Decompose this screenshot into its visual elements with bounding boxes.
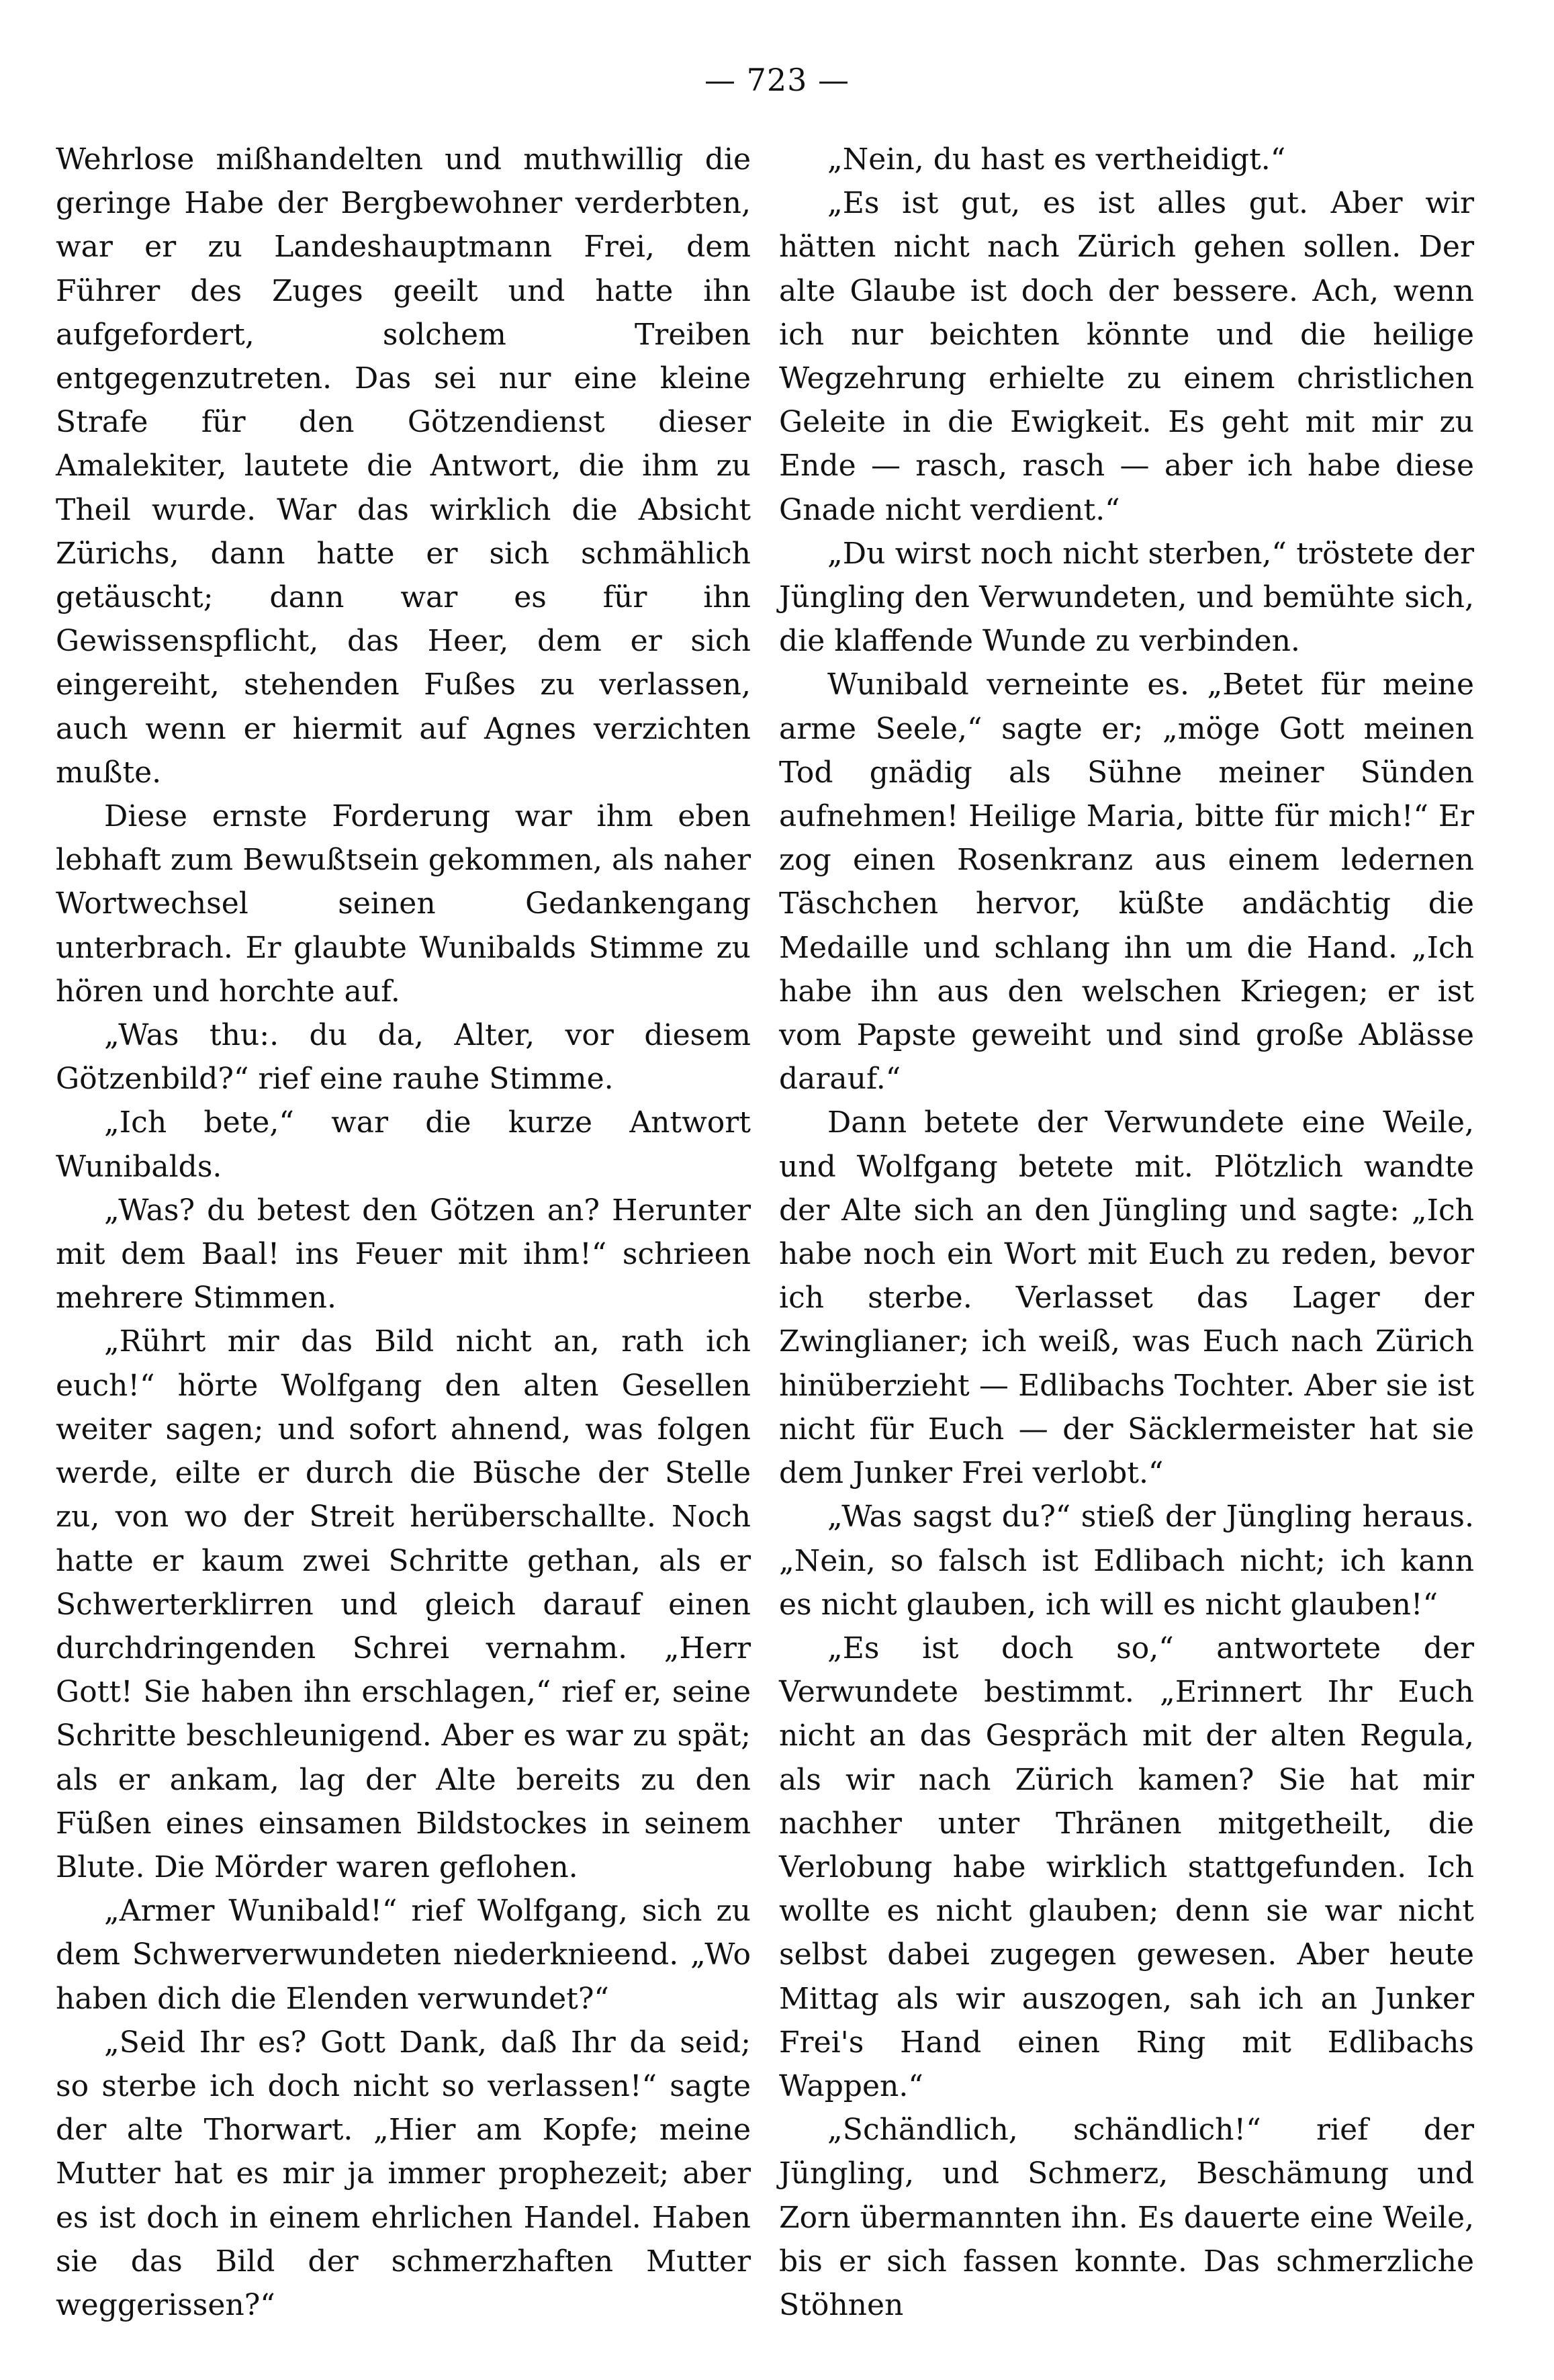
paragraph: Dann betete der Verwundete eine Weile, und Wolfgang betete mit. Plötzlich wandte der Alte sich an den Jüngling und sagte: „Ich habe noch ein Wort mit Euch zu reden, bevor ich sterbe. Verlasset das Lager der Zwinglianer; ich weiß, was Euch nach Zürich hinüberzieht — Edlibachs Tochter. Aber sie ist nicht für Euch — der Säcklermeister hat sie dem Junker Frei verlobt.“ <box>779 1105 1474 1491</box>
paragraph: „Ich bete,“ war die kurze Antwort Wunibalds. <box>56 1105 751 1184</box>
paragraph: „Es ist doch so,“ antwortete der Verwundete bestimmt. „Erinnert Ihr Euch nicht an das Gespräch mit der alten Regula, als wir nach Zürich kamen? Sie hat mir nachher unter Thränen mitgetheilt, die Verlobung habe wirklich stattgefunden. Ich wollte es nicht glauben; denn sie war nicht selbst dabei zugegen gewesen. Aber heute Mittag als wir auszogen, sah ich an Junker Frei's Hand einen Ring mit Edlibachs Wappen.“ <box>779 1631 1474 2103</box>
paragraph: „Rührt mir das Bild nicht an, rath ich euch!“ hörte Wolfgang den alten Gesellen weiter sagen; und sofort ahnend, was folgen werde, eilte er durch die Büsche der Stelle zu, von wo der Streit herüberschallte. Noch hatte er kaum zwei Schritte gethan, als er Schwerterklirren und gleich darauf einen durchdringenden Schrei vernahm. „Herr Gott! Sie haben ihn erschlagen,“ rief er, seine Schritte beschleunigend. Aber es war zu spät; als er ankam, lag der Alte bereits zu den Füßen eines einsamen Bildstockes in seinem Blute. Die Mörder waren geflohen. <box>56 1324 751 1884</box>
paragraph: „Nein, du hast es vertheidigt.“ <box>827 142 1286 177</box>
left-column <box>56 138 751 2327</box>
paragraph: „Was sagst du?“ stieß der Jüngling heraus. „Nein, so falsch ist Edlibach nicht; ich kann es nicht glauben, ich will es nicht glauben!“ <box>779 1500 1474 1622</box>
page-number: — 723 — <box>704 62 850 98</box>
paragraph: „Seid Ihr es? Gott Dank, daß Ihr da seid; so sterbe ich doch nicht so verlassen!“ sagte der alte Thorwart. „Hier am Kopfe; meine Mutter hat es mir ja immer prophezeit; aber es ist doch in einem ehrlichen Handel. Haben sie das Bild der schmerzhaften Mutter weggerissen?“ <box>56 2025 751 2322</box>
paragraph: Wunibald verneinte es. „Betet für meine arme Seele,“ sagte er; „möge Gott meinen Tod gnädig als Sühne meiner Sünden aufnehmen! Heilige Maria, bitte für mich!“ Er zog einen Rosenkranz aus einem ledernen Täschchen hervor, küßte andächtig die Medaille und schlang ihn um die Hand. „Ich habe ihn aus den welschen Kriegen; er ist vom Papste geweiht und sind große Ablässe darauf.“ <box>779 668 1474 1097</box>
paragraph: Wehrlose mißhandelten und muthwillig die geringe Habe der Bergbewohner verderbten, war er zu Landeshauptmann Frei, dem Führer des Zuges geeilt und hatte ihn aufgefordert, solchem Treiben entgegenzutreten. Das sei nur eine kleine Strafe für den Götzendienst dieser Amalekiter, lautete die Antwort, die ihm zu Theil wurde. War das wirklich die Absicht Zürichs, dann hatte er sich schmählich getäuscht; dann war es für ihn Gewissenspflicht, das Heer, dem er sich eingereiht, stehenden Fußes zu verlassen, auch wenn er hiermit auf Agnes verzichten mußte. <box>56 142 751 790</box>
paragraph: „Es ist gut, es ist alles gut. Aber wir hätten nicht nach Zürich gehen sollen. Der alte Glaube ist doch der bessere. Ach, wenn ich nur beichten könnte und die heilige Wegzehrung erhielte zu einem christlichen Geleite in die Ewigkeit. Es geht mit mir zu Ende — rasch, rasch — aber ich habe diese Gnade nicht verdient.“ <box>779 186 1474 527</box>
paragraph: Diese ernste Forderung war ihm eben lebhaft zum Bewußtsein gekommen, als naher Wortwechsel seinen Gedankengang unterbrach. Er glaubte Wunibalds Stimme zu hören und horchte auf. <box>56 799 751 1009</box>
paragraph: „Armer Wunibald!“ rief Wolfgang, sich zu dem Schwerverwundeten niederknieend. „Wo haben dich die Elenden verwundet?“ <box>56 1894 751 2016</box>
right-column <box>779 138 1474 2327</box>
paragraph: „Was? du betest den Götzen an? Herunter mit dem Baal! ins Feuer mit ihm!“ schrieen mehrere Stimmen. <box>56 1193 751 1316</box>
paragraph: „Schändlich, schändlich!“ rief der Jüngling, und Schmerz, Beschämung und Zorn übermannten ihn. Es dauerte eine Weile, bis er sich fassen konnte. Das schmerzliche Stöhnen <box>779 2113 1474 2322</box>
paragraph: „Was thu:. du da, Alter, vor diesem Götzenbild?“ rief eine rauhe Stimme. <box>56 1018 751 1097</box>
paragraph: „Du wirst noch nicht sterben,“ tröstete der Jüngling den Verwundeten, und bemühte sich, die klaffende Wunde zu verbinden. <box>779 536 1474 659</box>
